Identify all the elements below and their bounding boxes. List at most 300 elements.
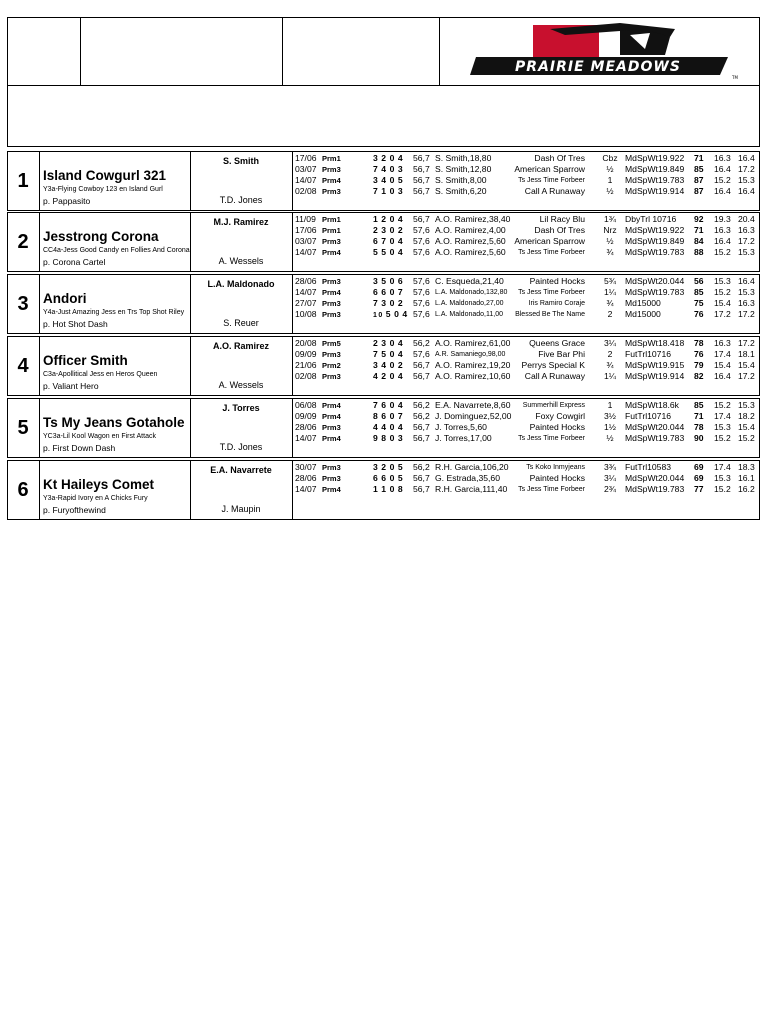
run-jockey-odds: A.O. Ramirez,19,20	[435, 360, 511, 370]
prairie-meadows-logo	[470, 21, 752, 81]
past-performance-line	[295, 338, 759, 349]
past-performance-line	[295, 473, 759, 484]
post-position: 2	[17, 231, 29, 253]
run-positions: 3 4 0 2	[373, 360, 405, 370]
run-jockey-odds: G. Estrada,35,60	[435, 473, 500, 483]
run-time-2: 17.2	[738, 164, 755, 174]
horse-breeding: CC4a-Jess Good Candy en Follies And Corona	[43, 247, 190, 254]
run-winner: Ts Jess Time Forbeer	[518, 435, 585, 442]
run-track: Prm5	[322, 339, 341, 348]
past-performance-line	[295, 186, 759, 197]
run-margin: 1	[607, 175, 613, 185]
divider	[39, 274, 40, 334]
run-jockey-odds: R.H. Garcia,106,20	[435, 462, 509, 472]
jockey-name: L.A. Maldonado	[207, 279, 275, 289]
run-positions: 2 3 0 4	[373, 338, 405, 348]
past-performance-line	[295, 371, 759, 382]
header-cell-3	[282, 18, 440, 85]
run-track: Prm3	[322, 423, 341, 432]
run-date: 14/07	[295, 247, 317, 257]
run-weight: 57,6	[413, 276, 430, 286]
run-time-1: 15.2	[714, 433, 731, 443]
run-speed: 56	[694, 276, 704, 286]
past-performance-line	[295, 309, 759, 320]
post-position: 6	[17, 479, 29, 501]
run-speed: 71	[694, 225, 704, 235]
run-date: 09/09	[295, 349, 317, 359]
run-positions: 10 5 0 4	[373, 309, 409, 319]
run-track: Prm3	[322, 165, 341, 174]
run-positions: 7 6 0 4	[373, 400, 405, 410]
run-margin: Nrz	[603, 225, 617, 235]
run-time-1: 16.4	[714, 186, 731, 196]
run-time-1: 16.4	[714, 236, 731, 246]
run-class: FutTrl10716	[625, 411, 672, 421]
run-track: Prm4	[322, 248, 341, 257]
run-winner: Blessed Be The Name	[515, 311, 585, 318]
entry-row	[7, 151, 760, 211]
divider	[39, 336, 40, 396]
entry-row	[7, 460, 760, 520]
divider	[292, 151, 293, 211]
past-performance-line	[295, 360, 759, 371]
past-performances	[295, 400, 759, 444]
run-time-1: 17.4	[714, 462, 731, 472]
run-speed: 75	[694, 298, 704, 308]
run-time-1: 15.2	[714, 287, 731, 297]
run-weight: 57,6	[413, 309, 430, 319]
run-winner: Five Bar Phi	[538, 349, 585, 359]
run-positions: 5 5 0 4	[373, 247, 405, 257]
run-track: Prm3	[322, 310, 341, 319]
run-date: 03/07	[295, 164, 317, 174]
run-jockey-odds: R.H. Garcia,111,40	[435, 484, 508, 494]
divider	[39, 151, 40, 211]
run-jockey-odds: S. Smith,6,20	[435, 186, 487, 196]
run-class: MdSpWt19.783	[625, 175, 685, 185]
run-winner: Ts Jess Time Forbeer	[518, 289, 585, 296]
run-winner: Ts Koko Inmyjeans	[526, 464, 585, 471]
run-weight: 56,7	[413, 153, 430, 163]
run-date: 14/07	[295, 484, 317, 494]
run-weight: 56,2	[413, 400, 430, 410]
run-class: Md15000	[625, 298, 661, 308]
trainer-name: J. Maupin	[221, 504, 261, 514]
horse-breeding: YC3a-Lil Kool Wagon en First Attack	[43, 433, 156, 440]
run-time-2: 15.3	[738, 247, 755, 257]
run-time-2: 16.3	[738, 225, 755, 235]
run-time-1: 15.2	[714, 484, 731, 494]
run-margin: 1½	[604, 422, 616, 432]
run-class: MdSpWt19.783	[625, 484, 685, 494]
run-date: 28/06	[295, 422, 317, 432]
past-performance-line	[295, 225, 759, 236]
horse-breeding: C3a-Apollitical Jess en Heros Queen	[43, 371, 158, 378]
run-weight: 56,7	[413, 360, 430, 370]
run-class: DbyTrl 10716	[625, 214, 677, 224]
run-time-1: 16.4	[714, 164, 731, 174]
run-jockey-odds: L.A. Maldonado,27,00	[435, 300, 504, 307]
run-speed: 79	[694, 360, 704, 370]
run-date: 30/07	[295, 462, 317, 472]
run-jockey-odds: J. Torres,17,00	[435, 433, 492, 443]
horse-owner: p. Furyofthewind	[43, 505, 106, 515]
trainer-name: T.D. Jones	[219, 442, 263, 452]
run-jockey-odds: J. Dominguez,52,00	[435, 411, 512, 421]
run-speed: 76	[694, 349, 704, 359]
run-class: MdSpWt18.6k	[625, 400, 679, 410]
run-weight: 57,6	[413, 247, 430, 257]
past-performance-line	[295, 236, 759, 247]
run-weight: 56,2	[413, 338, 430, 348]
run-time-2: 15.3	[738, 287, 755, 297]
run-class: MdSpWt20.044	[625, 473, 685, 483]
run-speed: 78	[694, 422, 704, 432]
run-time-2: 16.4	[738, 153, 755, 163]
past-performance-line	[295, 349, 759, 360]
run-speed: 85	[694, 164, 704, 174]
run-date: 02/08	[295, 371, 317, 381]
run-class: FutTrl10716	[625, 349, 672, 359]
past-performance-line	[295, 484, 759, 495]
run-time-2: 16.4	[738, 186, 755, 196]
header-cell-1	[8, 18, 81, 85]
run-track: Prm3	[322, 237, 341, 246]
run-date: 17/06	[295, 225, 317, 235]
run-positions: 4 4 0 4	[373, 422, 405, 432]
run-time-2: 16.1	[738, 473, 755, 483]
run-margin: 3¾	[604, 462, 616, 472]
run-winner: Dash Of Tres	[534, 225, 585, 235]
run-time-1: 17.4	[714, 349, 731, 359]
run-positions: 4 2 0 4	[373, 371, 405, 381]
run-time-2: 16.2	[738, 484, 755, 494]
past-performances	[295, 276, 759, 320]
run-time-1: 15.2	[714, 247, 731, 257]
run-margin: ¾	[606, 360, 614, 370]
divider	[39, 212, 40, 272]
run-track: Prm3	[322, 350, 341, 359]
jockey-name: A.O. Ramirez	[212, 341, 270, 351]
run-speed: 69	[694, 462, 704, 472]
run-jockey-odds: E.A. Navarrete,8,60	[435, 400, 511, 410]
past-performance-line	[295, 175, 759, 186]
header-bottom-row	[7, 85, 760, 147]
divider	[292, 460, 293, 520]
run-date: 28/06	[295, 473, 317, 483]
run-jockey-odds: C. Esqueda,21,40	[435, 276, 504, 286]
run-time-1: 15.4	[714, 298, 731, 308]
run-time-1: 15.4	[714, 360, 731, 370]
run-jockey-odds: L.A. Maldonado,11,00	[435, 311, 503, 318]
run-speed: 77	[694, 484, 704, 494]
run-weight: 56,7	[413, 422, 430, 432]
run-jockey-odds: A.O. Ramirez,5,60	[435, 236, 506, 246]
jockey-name: M.J. Ramirez	[213, 217, 269, 227]
run-time-2: 15.3	[738, 400, 755, 410]
past-performances	[295, 214, 759, 258]
run-weight: 57,6	[413, 225, 430, 235]
horse-owner: p. Corona Cartel	[43, 257, 106, 267]
run-date: 14/07	[295, 175, 317, 185]
run-time-2: 20.4	[738, 214, 755, 224]
horse-name: Andori	[43, 291, 87, 306]
run-positions: 7 4 0 3	[373, 164, 405, 174]
run-time-1: 17.2	[714, 309, 731, 319]
run-track: Prm4	[322, 485, 341, 494]
logo-tm: TM	[732, 75, 738, 80]
run-margin: 5¾	[604, 276, 616, 286]
run-speed: 90	[694, 433, 704, 443]
run-jockey-odds: J. Torres,5,60	[435, 422, 487, 432]
past-performance-line	[295, 433, 759, 444]
trainer-name: S. Reuer	[223, 318, 259, 328]
run-margin: 1	[607, 400, 613, 410]
run-weight: 56,7	[413, 371, 430, 381]
run-time-1: 19.3	[714, 214, 731, 224]
run-winner: American Sparrow	[514, 236, 585, 246]
run-time-2: 18.1	[738, 349, 755, 359]
divider	[292, 398, 293, 458]
run-jockey-odds: A.O. Ramirez,10,60	[435, 371, 511, 381]
horse-owner: p. Valiant Hero	[43, 381, 99, 391]
run-time-2: 15.2	[738, 433, 755, 443]
run-jockey-odds: S. Smith,8,00	[435, 175, 487, 185]
run-positions: 8 6 0 7	[373, 411, 405, 421]
jockey-name: S. Smith	[222, 156, 259, 166]
run-date: 14/07	[295, 433, 317, 443]
run-positions: 2 3 0 2	[373, 225, 405, 235]
run-speed: 87	[694, 186, 704, 196]
logo-text: PRAIRIE MEADOWS	[515, 59, 681, 75]
post-position: 4	[17, 355, 29, 377]
run-margin: ¾	[606, 247, 614, 257]
run-date: 21/06	[295, 360, 317, 370]
run-time-2: 17.2	[738, 309, 755, 319]
post-position: 5	[17, 417, 29, 439]
past-performance-line	[295, 247, 759, 258]
past-performances	[295, 462, 759, 495]
run-date: 09/09	[295, 411, 317, 421]
run-margin: 3¼	[604, 338, 616, 348]
run-time-1: 16.3	[714, 338, 731, 348]
run-winner: Painted Hocks	[529, 422, 585, 432]
divider	[292, 212, 293, 272]
horse-name: Ts My Jeans Gotahole	[43, 415, 185, 430]
divider	[292, 336, 293, 396]
run-track: Prm4	[322, 412, 341, 421]
run-date: 20/08	[295, 338, 317, 348]
run-track: Prm4	[322, 434, 341, 443]
run-track: Prm3	[322, 372, 341, 381]
run-speed: 69	[694, 473, 704, 483]
run-time-2: 16.3	[738, 298, 755, 308]
run-margin: ½	[606, 433, 614, 443]
run-time-1: 16.3	[714, 153, 731, 163]
divider	[292, 274, 293, 334]
run-jockey-odds: L.A. Maldonado,132,80	[435, 289, 508, 296]
run-jockey-odds: A.O. Ramirez,5,60	[435, 247, 506, 257]
run-speed: 76	[694, 309, 704, 319]
run-class: MdSpWt19.783	[625, 247, 685, 257]
run-speed: 82	[694, 371, 704, 381]
run-date: 06/08	[295, 400, 317, 410]
entry-row	[7, 274, 760, 334]
run-track: Prm1	[322, 154, 341, 163]
post-position: 3	[17, 293, 29, 315]
run-positions: 6 6 0 7	[373, 287, 405, 297]
run-weight: 56,2	[413, 411, 430, 421]
run-positions: 7 5 0 4	[373, 349, 405, 359]
past-performance-line	[295, 298, 759, 309]
past-performance-line	[295, 422, 759, 433]
run-time-2: 15.4	[738, 422, 755, 432]
run-winner: Ts Jess Time Forbeer	[518, 177, 585, 184]
entry-row	[7, 398, 760, 458]
run-weight: 56,7	[413, 484, 430, 494]
horse-owner: p. Pappasito	[43, 196, 91, 206]
jockey-name: J. Torres	[222, 403, 260, 413]
post-position: 1	[17, 170, 29, 192]
run-weight: 56,7	[413, 433, 430, 443]
past-performance-line	[295, 400, 759, 411]
horse-name: Jesstrong Corona	[43, 229, 159, 244]
run-track: Prm3	[322, 474, 341, 483]
run-winner: Painted Hocks	[529, 276, 585, 286]
run-date: 02/08	[295, 186, 317, 196]
trainer-name: A. Wessels	[218, 256, 264, 266]
run-track: Prm3	[322, 463, 341, 472]
run-weight: 56,7	[413, 186, 430, 196]
run-winner: Call A Runaway	[524, 186, 585, 196]
run-class: MdSpWt19.914	[625, 186, 685, 196]
run-winner: American Sparrow	[514, 164, 585, 174]
run-winner: Perrys Special K	[521, 360, 585, 370]
run-track: Prm1	[322, 215, 341, 224]
run-weight: 56,7	[413, 164, 430, 174]
run-time-2: 17.2	[738, 338, 755, 348]
run-track: Prm2	[322, 361, 341, 370]
run-class: MdSpWt19.783	[625, 433, 685, 443]
run-date: 27/07	[295, 298, 317, 308]
run-margin: Cbz	[602, 153, 618, 163]
run-margin: ½	[606, 164, 614, 174]
run-margin: ½	[606, 186, 614, 196]
past-performance-line	[295, 214, 759, 225]
run-time-1: 17.4	[714, 411, 731, 421]
past-performance-line	[295, 153, 759, 164]
run-weight: 56,7	[413, 473, 430, 483]
run-positions: 3 5 0 6	[373, 276, 405, 286]
entry-row	[7, 336, 760, 396]
run-weight: 56,2	[413, 462, 430, 472]
past-performances	[295, 338, 759, 382]
run-track: Prm4	[322, 288, 341, 297]
run-class: MdSpWt19.922	[625, 153, 685, 163]
run-winner: Iris Ramiro Coraje	[528, 300, 585, 307]
past-performance-line	[295, 287, 759, 298]
run-margin: 2¾	[604, 484, 616, 494]
run-class: MdSpWt18.418	[625, 338, 685, 348]
run-time-2: 17.2	[738, 371, 755, 381]
run-time-2: 18.2	[738, 411, 755, 421]
run-time-2: 16.4	[738, 276, 755, 286]
run-track: Prm4	[322, 176, 341, 185]
past-performance-line	[295, 276, 759, 287]
horse-name: Kt Haileys Comet	[43, 477, 155, 492]
run-time-2: 15.3	[738, 175, 755, 185]
trainer-name: T.D. Jones	[219, 195, 263, 205]
run-time-1: 16.3	[714, 225, 731, 235]
run-date: 28/06	[295, 276, 317, 286]
run-time-1: 15.3	[714, 422, 731, 432]
run-positions: 3 2 0 4	[373, 153, 405, 163]
run-margin: 1¼	[604, 371, 616, 381]
run-speed: 71	[694, 411, 704, 421]
run-winner: Dash Of Tres	[534, 153, 585, 163]
past-performance-line	[295, 164, 759, 175]
run-winner: Call A Runaway	[524, 371, 585, 381]
horse-name: Island Cowgurl 321	[43, 168, 167, 183]
run-margin: 1¾	[604, 214, 616, 224]
run-winner: Lil Racy Blu	[539, 214, 585, 224]
run-date: 03/07	[295, 236, 317, 246]
run-positions: 6 6 0 5	[373, 473, 405, 483]
run-positions: 6 7 0 4	[373, 236, 405, 246]
run-jockey-odds: A.O. Ramirez,38,40	[435, 214, 511, 224]
run-class: Md15000	[625, 309, 661, 319]
horse-owner: p. Hot Shot Dash	[43, 319, 108, 329]
run-margin: 3¼	[604, 473, 616, 483]
run-jockey-odds: A.R. Samaniego,98,00	[435, 351, 506, 358]
run-jockey-odds: A.O. Ramirez,4,00	[435, 225, 506, 235]
run-winner: Summerhill Express	[522, 402, 585, 409]
run-time-1: 16.4	[714, 371, 731, 381]
run-time-2: 17.2	[738, 236, 755, 246]
entry-row	[7, 212, 760, 272]
run-margin: 2	[607, 309, 613, 319]
run-time-1: 15.3	[714, 473, 731, 483]
run-class: MdSpWt19.783	[625, 287, 685, 297]
run-margin: 2	[607, 349, 613, 359]
run-positions: 3 4 0 5	[373, 175, 405, 185]
horse-owner: p. First Down Dash	[43, 443, 116, 453]
run-time-1: 15.2	[714, 175, 731, 185]
run-date: 17/06	[295, 153, 317, 163]
run-track: Prm3	[322, 187, 341, 196]
run-weight: 57,6	[413, 349, 430, 359]
past-performance-line	[295, 411, 759, 422]
horse-breeding: Y4a-Just Amazing Jess en Trs Top Shot Riley	[43, 309, 185, 316]
past-performance-line	[295, 462, 759, 473]
run-speed: 71	[694, 153, 704, 163]
run-positions: 7 3 0 2	[373, 298, 405, 308]
jockey-name: E.A. Navarrete	[210, 465, 272, 475]
run-speed: 85	[694, 287, 704, 297]
run-winner: Ts Jess Time Forbeer	[518, 486, 585, 493]
run-speed: 85	[694, 400, 704, 410]
run-track: Prm4	[322, 401, 341, 410]
run-winner: Foxy Cowgirl	[535, 411, 585, 421]
run-track: Prm3	[322, 299, 341, 308]
run-class: MdSpWt19.914	[625, 371, 685, 381]
run-positions: 1 2 0 4	[373, 214, 405, 224]
run-margin: ½	[606, 236, 614, 246]
run-margin: 3½	[604, 411, 616, 421]
run-class: MdSpWt19.849	[625, 164, 685, 174]
run-time-1: 15.3	[714, 276, 731, 286]
run-date: 11/09	[295, 214, 316, 224]
